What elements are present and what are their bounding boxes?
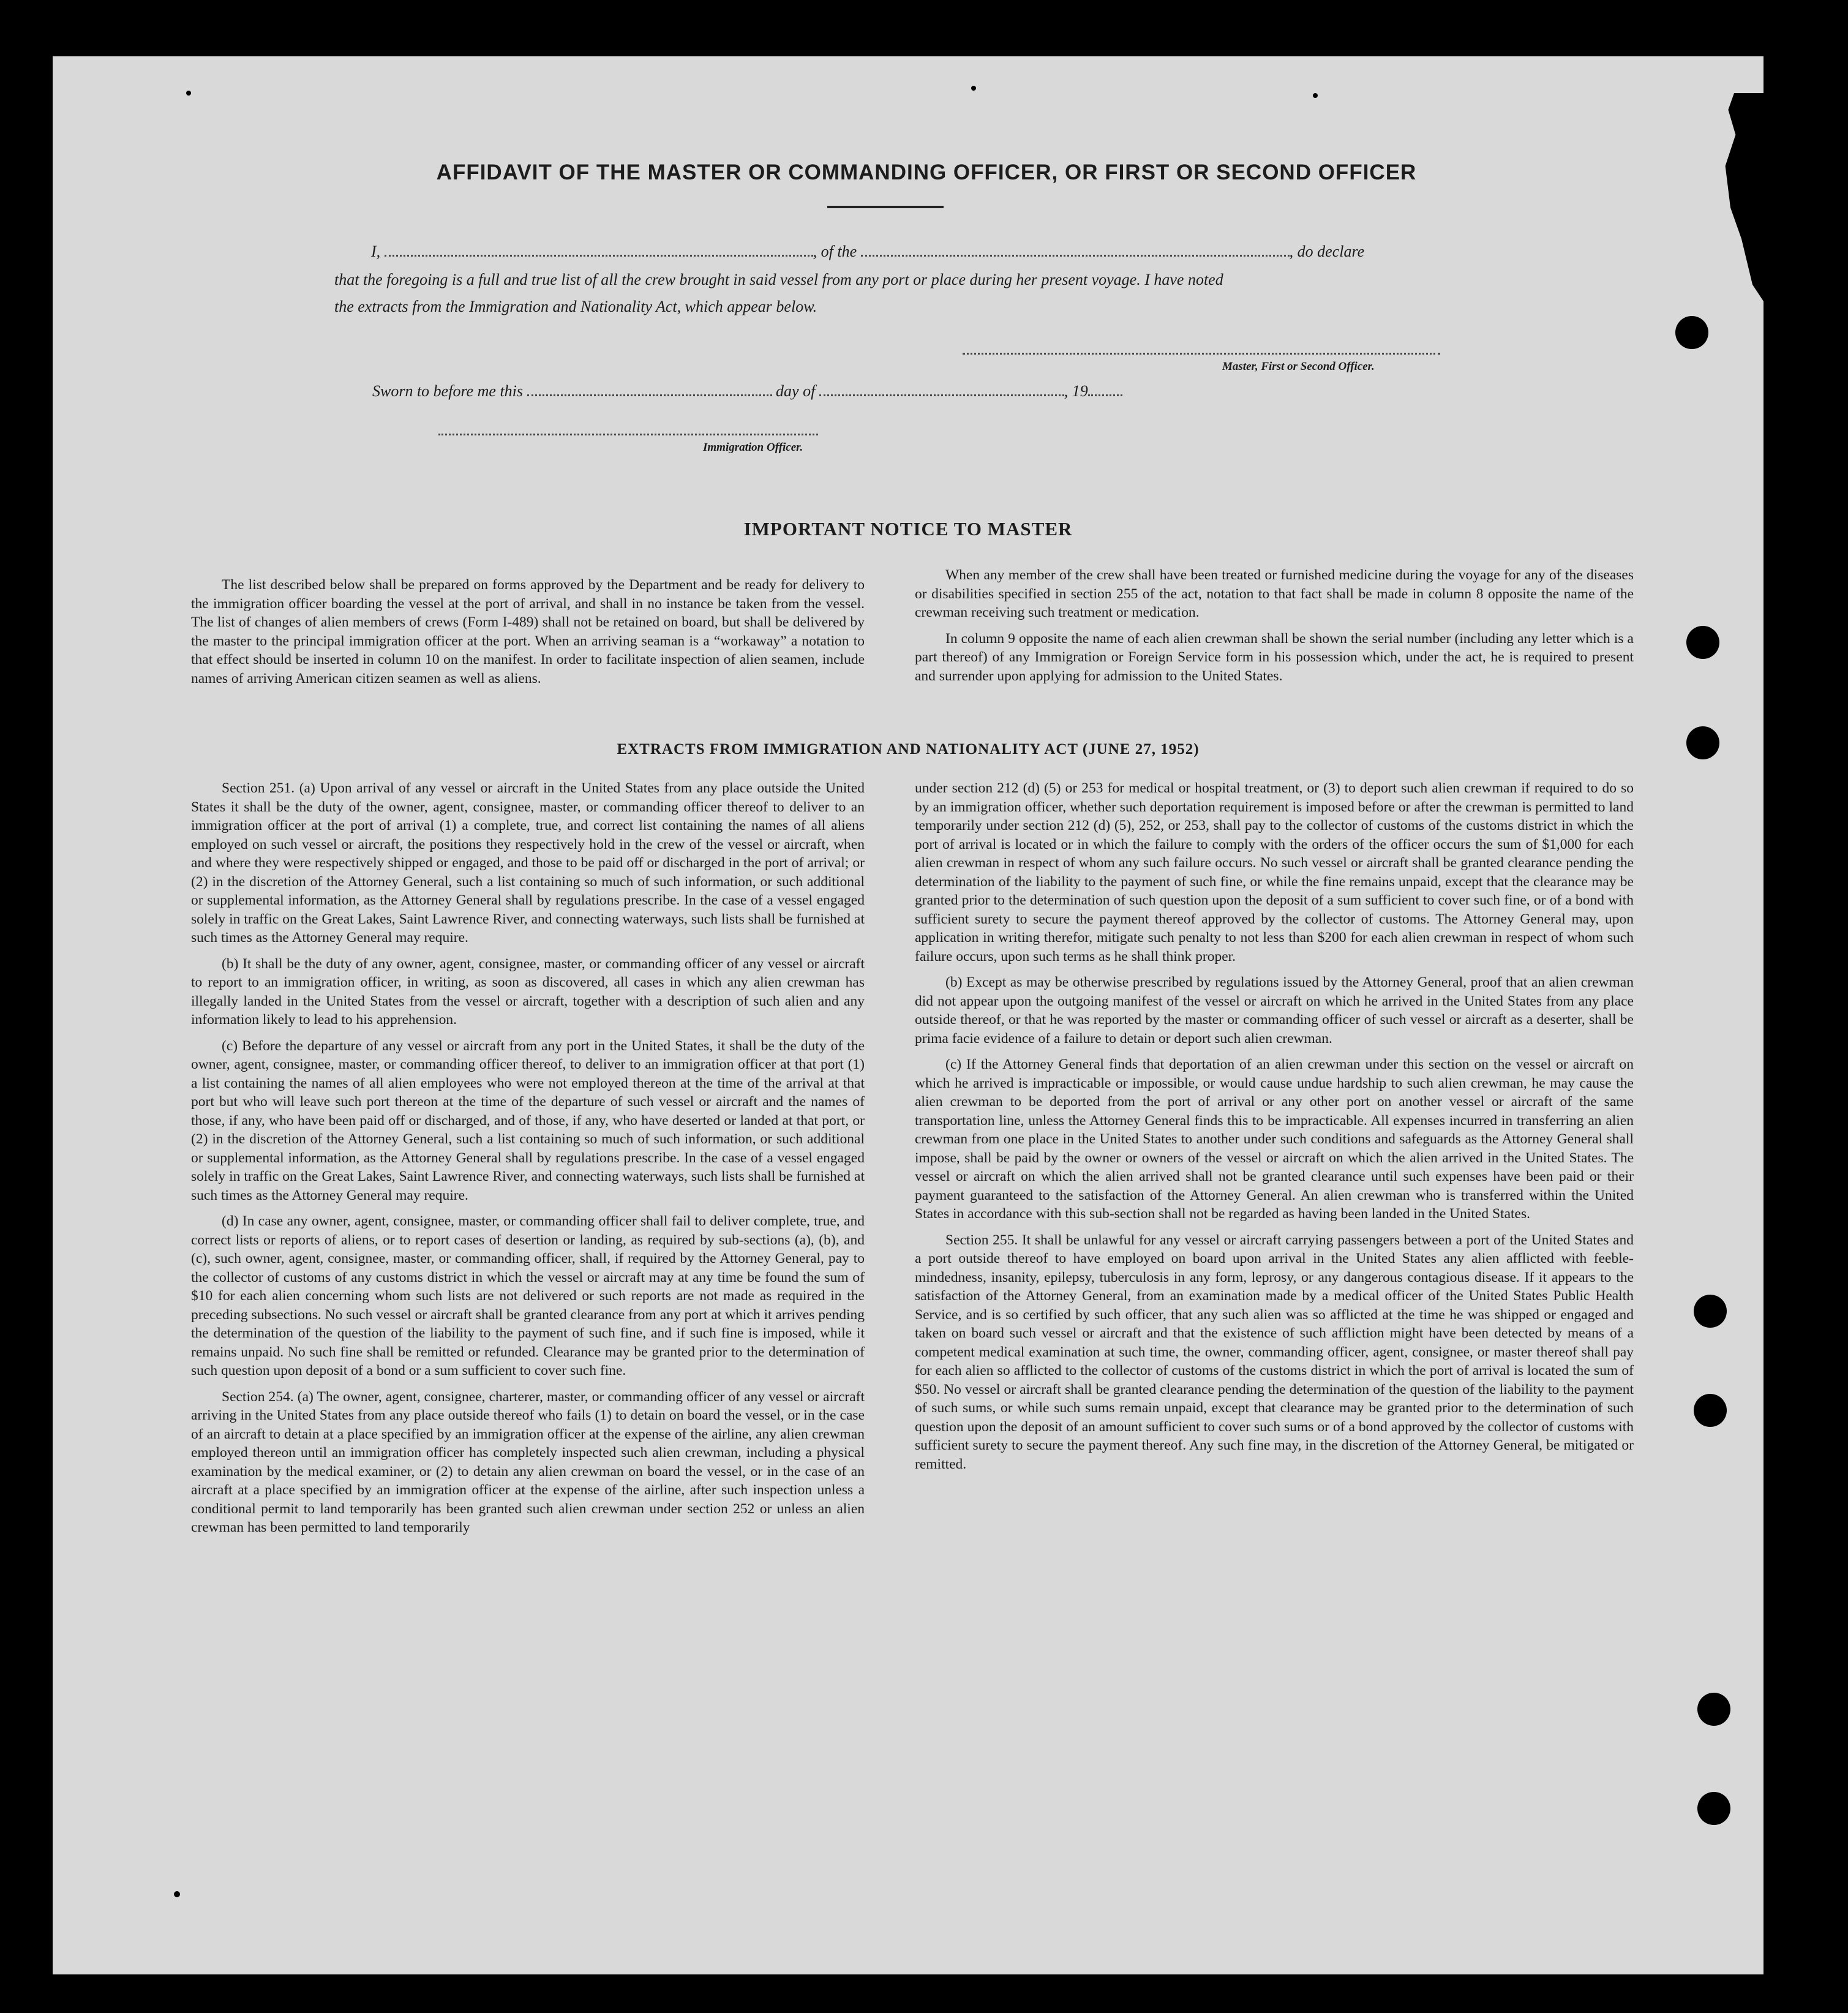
sworn-prefix: Sworn to before me this: [372, 382, 524, 400]
vessel-field[interactable]: [861, 245, 1290, 257]
extract-paragraph: (b) Except as may be otherwise prescribed by regulations issued by the Attorney General, proof that an alien crewman did not appear upon the outgoing manifest of the vessel or aircraft on which he arrived in the United States from any place outside thereof, or that he was reported by the master or commanding officer of such vessel or aircraft as a deserter, shall be prima facie evidence of a failure to detain or deport such alien crewman.: [915, 974, 1634, 1047]
declaration-line: [371, 238, 1608, 266]
name-field[interactable]: [385, 245, 813, 257]
statement-line-1: that the foregoing is a full and true list of all the crew brought in said vessel from any port or place during her present voyage. I have noted: [334, 271, 1223, 288]
extract-paragraph: Section 255. It shall be unlawful for any vessel or aircraft carrying passengers between a port of the United States and a port outside thereof to have employed on board upon arrival in the United States any alien afflicted with feeble-mindedness, insanity, epilepsy, tuberculosis in any form, leprosy, or any dangerous contagious disease. If it appears to the satisfaction of the Attorney General, from an examination made by a medical officer of the United States Public Health Service, and is so certified by such officer, that any such alien was so afflicted at the time he was shipped or engaged and taken on board such vessel or aircraft and that the existence of such affliction might have been detected by means of a competent medical examination at such time, the owner, commanding officer, agent, consignee, or master thereof shall pay for each alien so afflicted to the collector of customs of the customs district in which the port of arrival is located the sum of $50. No vessel or aircraft shall be granted clearance pending the determination of the question of the liability to the payment of such sums, or while such sums remain unpaid, except that clearance may be granted prior to the determination of such question upon the deposit of an amount sufficient to cover such sums or of a bond approved by the collector of customs with sufficient surety to secure the payment thereof. Any such fine may, in the discretion of the Attorney General, be mitigated or remitted.: [915, 1232, 1634, 1472]
notice-title: IMPORTANT NOTICE TO MASTER: [743, 518, 1073, 540]
extract-paragraph: (d) In case any owner, agent, consignee, master, or commanding officer shall fail to deliver complete, true, and correct lists or reports of aliens, or to report cases of desertion or landing, as required by sub-sections (a), (b), and (c), such owner, agent, consignee, master, or commanding officer, shall, if required by the Attorney General, pay to the collector of customs of any customs district in which the vessel or aircraft may at any time be found the sum of $10 for each alien concerning whom such lists are not delivered or such reports are not made as required in the preceding subsections. No such vessel or aircraft shall be granted clearance from any port at which it arrives pending the determination of the question of the liability to the payment of such fine, and if such fine is imposed, while it remains unpaid. No such fine shall be remitted or refunded. Clearance may be granted prior to the determination of such question upon deposit of a bond or a sum sufficient to cover such fine.: [191, 1213, 865, 1379]
sworn-year-field[interactable]: [1088, 385, 1122, 396]
notice-paragraph: When any member of the crew shall have been treated or furnished medicine during the voyage for any of the diseases or disabilities specified in section 255 of the act, notation to that fact shall be made in column 8 opposite the name of the crewman receiving such treatment or medication.: [915, 567, 1634, 620]
speck: [1313, 93, 1318, 98]
declare-suffix: , do declare: [1289, 243, 1365, 260]
master-caption: Master, First or Second Officer.: [1222, 360, 1375, 373]
declare-prefix: I,: [371, 243, 381, 260]
extracts-left-column: [191, 779, 865, 1545]
statement-line-2: the extracts from the Immigration and Nationality Act, which appear below.: [334, 298, 817, 315]
binder-hole: [1697, 1693, 1730, 1726]
speck: [174, 1891, 180, 1897]
notice-paragraph: The list described below shall be prepared on forms approved by the Department and be ready for delivery to the immigration officer boarding the vessel at the port of arrival, and shall in no instance be taken from the vessel. The list of changes of alien members of crews (Form I-489) shall not be retained on board, but shall be delivered by the master to the principal immigration officer at the port. When an arriving seaman is a “workaway” a notation to that effect should be inserted in column 10 on the manifest. In order to facilitate inspection of alien seamen, include names of arriving American citizen seamen as well as aliens.: [191, 577, 865, 687]
speck: [971, 86, 976, 91]
officer-signature-line[interactable]: [438, 432, 818, 435]
notice-right-column: [915, 566, 1634, 693]
torn-corner: [1690, 93, 1763, 301]
sworn-month-field[interactable]: [819, 385, 1064, 396]
sworn-line: [372, 377, 1122, 405]
master-signature-line[interactable]: [963, 352, 1440, 355]
sworn-year: , 19: [1064, 382, 1088, 400]
binder-hole: [1694, 1394, 1727, 1427]
extracts-right-column: [915, 779, 1634, 1481]
extract-paragraph: (c) Before the departure of any vessel or aircraft from any port in the United States, it shall be the duty of the owner, agent, consignee, master, or commanding officer thereof, to deliver to an immigration officer at that port (1) a list containing the names of all alien employees who were not employed thereon at the time of the arrival at that port but who will leave such port thereon at the time of the departure of such vessel or aircraft and the names of those, if any, who have been paid off or discharged, and of those, if any, who have deserted or landed at that port, or (2) in the discretion of the Attorney General, such a list containing so much of such information, or such additional or supplemental information, as the Attorney General shall by regulations prescribe. In the case of a vessel engaged solely in traffic on the Great Lakes, Saint Lawrence River, and connecting waterways, such lists shall be furnished at such times as the Attorney General may require.: [191, 1037, 865, 1203]
extract-paragraph: (c) If the Attorney General finds that deportation of an alien crewman under this section on the vessel or aircraft on which he arrived is impracticable or impossible, or would cause undue hardship to such alien crewman, he may cause the alien crewman to be deported from the port of arrival or any other port on another vessel or aircraft of the same transportation line, unless the Attorney General finds this to be impracticable. All expenses incurred in transferring an alien crewman from one place in the United States to another under such conditions and safeguards as the Attorney General shall impose, shall be paid by the owner or owners of the vessel or aircraft on which the alien arrived in the United States. The vessel or aircraft on which the alien arrived shall not be granted clearance until such expenses have been paid or their payment guaranteed to the satisfaction of the Attorney General. An alien crewman who is transferred within the United States in accordance with this sub-section shall not be regarded as having been landed in the United States.: [915, 1056, 1634, 1222]
extract-paragraph: Section 251. (a) Upon arrival of any vessel or aircraft in the United States from any place outside the United States it shall be the duty of the owner, agent, consignee, master, or commanding officer thereof to deliver to an immigration officer at the port of arrival (1) a complete, true, and correct list containing the names of all aliens employed on such vessel or aircraft, the positions they respectively hold in the crew of the vessel or aircraft, when and where they were respectively shipped or engaged, and those to be paid off or discharged in the port of arrival; or (2) in the discretion of the Attorney General, such a list containing so much of such information, or such additional or supplemental information, as the Attorney General shall by regulations prescribe. In the case of a vessel engaged solely in traffic on the Great Lakes, Saint Lawrence River, and connecting waterways, such lists shall be furnished at such times as the Attorney General may require.: [191, 780, 865, 946]
document-page: [53, 56, 1763, 1974]
binder-hole: [1675, 316, 1708, 349]
extract-paragraph: under section 212 (d) (5) or 253 for medical or hospital treatment, or (3) to deport such alien crewman if required to do so by an immigration officer, whether such deportation requirement is imposed before or after the crewman is permitted to land temporarily under section 212 (d) (5), 252, or 253, shall pay to the collector of customs of the customs district in which the port of arrival is located or in which the failure to comply with the orders of the officer occurs the sum of $1,000 for each alien crewman in respect of whom any such failure occurs. No such vessel or aircraft shall be granted clearance pending the determination of the liability to the payment of such fine, or while the fine remains unpaid, except that the clearance may be granted prior to the determination of such question upon the deposit of a sum sufficient to cover such fine, or of a bond with sufficient surety to secure the payment thereof approved by the collector of customs. The Attorney General may, upon application in writing therefor, mitigate such penalty to not less than $200 for each alien crewman in respect of whom such failure occurs, upon such terms as he shall think proper.: [915, 780, 1634, 965]
notice-left-column: [191, 576, 865, 695]
binder-hole: [1686, 626, 1719, 659]
affidavit-title: AFFIDAVIT OF THE MASTER OR COMMANDING OFFICER, OR FIRST OR SECOND OFFICER: [436, 160, 1417, 184]
extract-paragraph: (b) It shall be the duty of any owner, agent, consignee, master, or commanding officer of any vessel or aircraft to report to an immigration officer, in writing, as soon as discovered, all cases in which any alien crewman has illegally landed in the United States from the vessel or aircraft, together with a description of such alien and any information likely to lead to his apprehension.: [191, 955, 865, 1028]
binder-hole: [1697, 1792, 1730, 1825]
extracts-title: EXTRACTS FROM IMMIGRATION AND NATIONALITY ACT (JUNE 27, 1952): [617, 741, 1200, 758]
binder-hole: [1694, 1295, 1727, 1328]
sworn-date-field[interactable]: [527, 385, 772, 396]
declare-of-the: , of the: [813, 243, 857, 260]
speck: [186, 91, 191, 96]
extract-paragraph: Section 254. (a) The owner, agent, consignee, charterer, master, or commanding officer of any vessel or aircraft arriving in the United States from any place outside thereof who fails (1) to detain on board the vessel, or in the case of an aircraft to detain at a place specified by an immigration officer at the expense of the airline, any alien crewman employed thereon until an immigration officer has completely inspected such alien crewman, including a physical examination by the medical examiner, or (2) to detain any alien crewman on board the vessel, or in the case of an aircraft at a place specified by an immigration officer at the expense of the airline, after such inspection unless a conditional permit to land temporarily has been granted such alien crewman under section 252 or unless an alien crewman has been permitted to land temporarily: [191, 1388, 865, 1535]
title-rule: [827, 206, 944, 208]
sworn-day: day of: [776, 382, 816, 400]
notice-paragraph: In column 9 opposite the name of each alien crewman shall be shown the serial number (including any letter which is a part thereof) of any Immigration or Foreign Service form in his possession which, under the act, he is required to present and surrender upon applying for admission to the United States.: [915, 630, 1634, 684]
officer-caption: Immigration Officer.: [703, 441, 803, 454]
